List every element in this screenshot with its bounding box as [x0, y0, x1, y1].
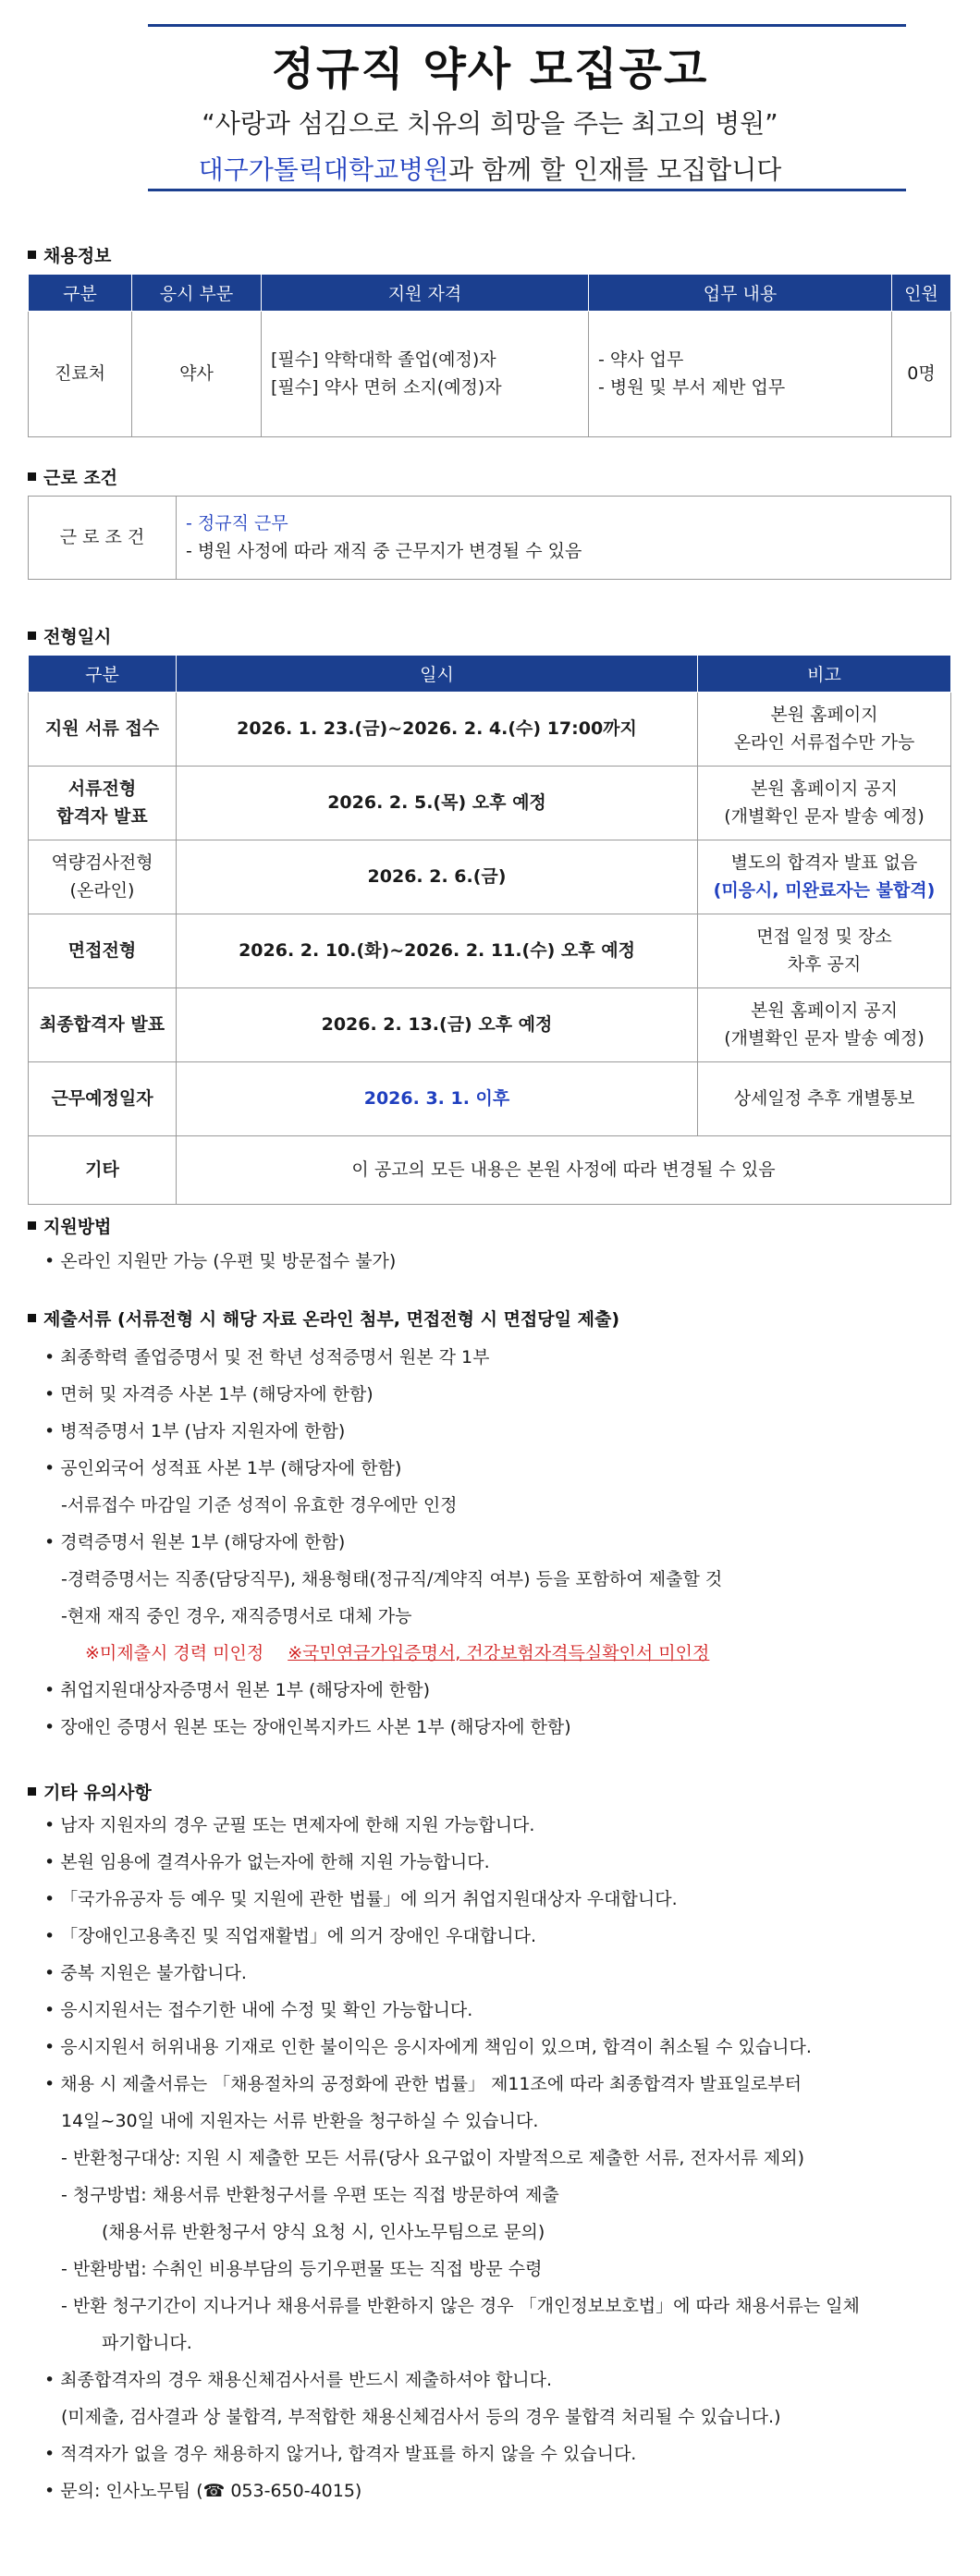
page-subtitle: “사랑과 섬김으로 치유의 희망을 주는 최고의 병원”: [202, 108, 778, 139]
section-notes-heading: 기타 유의사항: [28, 1779, 152, 1804]
recruit-qualification: [필수] 약학대학 졸업(예정)자 [필수] 약사 면허 소지(예정)자: [262, 312, 589, 437]
schedule-stage: 서류전형 합격자 발표: [29, 767, 177, 840]
section-docs-heading: 제출서류 (서류전형 시 해당 자료 온라인 첨부, 면접전형 시 면접당일 제출): [28, 1306, 619, 1331]
apply-list: [44, 1243, 960, 1280]
list-item: - 청구방법: 채용서류 반환청구서를 우편 또는 직접 방문하여 제출: [61, 2185, 559, 2205]
table-row: [29, 988, 951, 1062]
recruit-division: 진료처: [29, 312, 132, 437]
table-row: [29, 693, 951, 767]
list-item: (미제출, 검사결과 상 불합격, 부적합한 채용신체검사서 등의 경우 불합격 처리될 수 있습니다.): [61, 2407, 781, 2427]
list-item: -서류접수 마감일 기준 성적이 유효한 경우에만 인정: [61, 1495, 458, 1515]
list-item: • 장애인 증명서 원본 또는 장애인복지카드 사본 1부 (해당자에 한함): [44, 1717, 571, 1737]
schedule-header: 비고: [698, 656, 951, 693]
list-item: 14일~30일 내에 지원자는 서류 반환을 청구하실 수 있습니다.: [61, 2111, 539, 2131]
schedule-stage: 역량검사전형 (온라인): [29, 840, 177, 914]
recruit-duty: - 약사 업무 - 병원 및 부서 제반 업무: [589, 312, 892, 437]
schedule-table: [28, 655, 951, 1205]
schedule-date: 2026. 2. 13.(금) 오후 예정: [177, 988, 698, 1062]
list-item: -경력증명서는 직종(담당직무), 채용형태(정규직/계약직 여부) 등을 포함하여 제출할 것: [61, 1569, 723, 1589]
section-apply-heading: 지원방법: [28, 1213, 111, 1238]
list-item: • 중복 지원은 불가합니다.: [44, 1963, 247, 1983]
list-item: • 남자 지원자의 경우 군필 또는 면제자에 한해 지원 가능합니다.: [44, 1815, 535, 1835]
schedule-date: 2026. 3. 1. 이후: [177, 1062, 698, 1136]
recruit-header: 업무 내용: [589, 275, 892, 312]
section-schedule-heading: 전형일시: [28, 623, 111, 648]
table-row: [29, 1062, 951, 1136]
table-row: [29, 840, 951, 914]
section-recruit-heading: 채용정보: [28, 242, 111, 267]
notes-list: [44, 1807, 960, 2509]
table-row: [29, 914, 951, 988]
schedule-date: 2026. 2. 5.(목) 오후 예정: [177, 767, 698, 840]
schedule-note: 본원 홈페이지 공지 (개별확인 문자 발송 예정): [698, 988, 951, 1062]
schedule-stage: 면접전형: [29, 914, 177, 988]
recruit-header: 응시 부문: [132, 275, 262, 312]
list-item: 파기합니다.: [102, 2333, 192, 2353]
list-item: • 「국가유공자 등 예우 및 지원에 관한 법률」에 의거 취업지원대상자 우대합니다.: [44, 1889, 678, 1909]
schedule-date: 2026. 2. 6.(금): [177, 840, 698, 914]
list-item: - 반환방법: 수취인 비용부담의 등기우편물 또는 직접 방문 수령: [61, 2259, 543, 2279]
list-item: • 응시지원서 허위내용 기재로 인한 불이익은 응시자에게 책임이 있으며, 합격이 취소될 수 있습니다.: [44, 2037, 812, 2057]
table-row: [29, 767, 951, 840]
schedule-stage: 최종합격자 발표: [29, 988, 177, 1062]
list-item: • 공인외국어 성적표 사본 1부 (해당자에 한함): [44, 1458, 402, 1478]
list-item: • 취업지원대상자증명서 원본 1부 (해당자에 한함): [44, 1680, 431, 1700]
top-rule: [148, 24, 906, 27]
list-item: • 응시지원서는 접수기한 내에 수정 및 확인 가능합니다.: [44, 2000, 473, 2020]
work-conditions: - 정규직 근무 - 병원 사정에 따라 재직 중 근무지가 변경될 수 있음: [177, 497, 951, 580]
subtitle-2-rest: 과 함께 할 인재를 모집합니다: [448, 154, 782, 185]
schedule-date: 2026. 1. 23.(금)~2026. 2. 4.(수) 17:00까지: [177, 693, 698, 767]
list-item: • 병적증명서 1부 (남자 지원자에 한함): [44, 1421, 346, 1441]
recruit-header: 인원: [892, 275, 951, 312]
schedule-stage: 기타: [29, 1136, 177, 1205]
square-bullet-icon: [28, 1787, 36, 1796]
list-item: - 반환 청구기간이 지나거나 채용서류를 반환하지 않은 경우 「개인정보보호법」에 따라 채용서류는 일체: [61, 2296, 860, 2316]
recruit-count: 0명: [892, 312, 951, 437]
docs-warning: ※미제출시 경력 미인정 ※국민연금가입증명서, 건강보험자격득실확인서 미인정: [85, 1643, 710, 1663]
schedule-note: 본원 홈페이지 공지 (개별확인 문자 발송 예정): [698, 767, 951, 840]
list-item: (채용서류 반환청구서 양식 요청 시, 인사노무팀으로 문의): [102, 2222, 545, 2242]
hospital-name: 대구가톨릭대학교병원: [198, 154, 449, 185]
contact-info: • 문의: 인사노무팀 (☎ 053-650-4015): [44, 2481, 362, 2501]
square-bullet-icon: [28, 632, 36, 640]
docs-list: [44, 1339, 960, 1746]
square-bullet-icon: [28, 1314, 36, 1322]
square-bullet-icon: [28, 472, 36, 481]
schedule-stage: 지원 서류 접수: [29, 693, 177, 767]
schedule-header: 구분: [29, 656, 177, 693]
schedule-note: 면접 일정 및 장소 차후 공지: [698, 914, 951, 988]
list-item: • 본원 임용에 결격사유가 없는자에 한해 지원 가능합니다.: [44, 1852, 490, 1872]
table-row: [29, 1136, 951, 1205]
list-item: • 최종학력 졸업증명서 및 전 학년 성적증명서 원본 각 1부: [44, 1347, 490, 1368]
schedule-date: 2026. 2. 10.(화)~2026. 2. 11.(수) 오후 예정: [177, 914, 698, 988]
schedule-note: 상세일정 추후 개별통보: [698, 1062, 951, 1136]
list-item: • 면허 및 자격증 사본 1부 (해당자에 한함): [44, 1384, 374, 1405]
recruit-header: 지원 자격: [262, 275, 589, 312]
list-item: • 적격자가 없을 경우 채용하지 않거나, 합격자 발표를 하지 않을 수 있습니다.: [44, 2444, 637, 2464]
schedule-stage: 근무예정일자: [29, 1062, 177, 1136]
square-bullet-icon: [28, 1221, 36, 1230]
square-bullet-icon: [28, 251, 36, 259]
work-label: 근 로 조 건: [29, 497, 177, 580]
schedule-note: 본원 홈페이지 온라인 서류접수만 가능: [698, 693, 951, 767]
list-item: • 최종합격자의 경우 채용신체검사서를 반드시 제출하셔야 합니다.: [44, 2370, 553, 2390]
recruit-table: [28, 274, 951, 437]
schedule-header: 일시: [177, 656, 698, 693]
list-item: - 반환청구대상: 지원 시 제출한 모든 서류(당사 요구없이 자발적으로 제출한 서류, 전자서류 제외): [61, 2148, 805, 2168]
section-work-heading: 근로 조건: [28, 464, 117, 489]
recruit-header: 구분: [29, 275, 132, 312]
list-item: -현재 재직 중인 경우, 재직증명서로 대체 가능: [61, 1606, 412, 1626]
schedule-note: 별도의 합격자 발표 없음 (미응시, 미완료자는 불합격): [698, 840, 951, 914]
page-title: 정규직 약사 모집공고: [271, 43, 709, 95]
list-item: • 「장애인고용촉진 및 직업재활법」에 의거 장애인 우대합니다.: [44, 1926, 536, 1946]
page-subtitle-2: [0, 150, 980, 187]
list-item: • 채용 시 제출서류는 「채용절차의 공정화에 관한 법률」 제11조에 따라 최종합격자 발표일로부터: [44, 2074, 802, 2094]
list-item: • 온라인 지원만 가능 (우편 및 방문접수 불가): [44, 1251, 397, 1271]
list-item: • 경력증명서 원본 1부 (해당자에 한함): [44, 1532, 346, 1552]
bottom-rule: [148, 189, 906, 191]
schedule-other-note: 이 공고의 모든 내용은 본원 사정에 따라 변경될 수 있음: [177, 1136, 951, 1205]
recruit-field: 약사: [132, 312, 262, 437]
work-table: [28, 496, 951, 580]
